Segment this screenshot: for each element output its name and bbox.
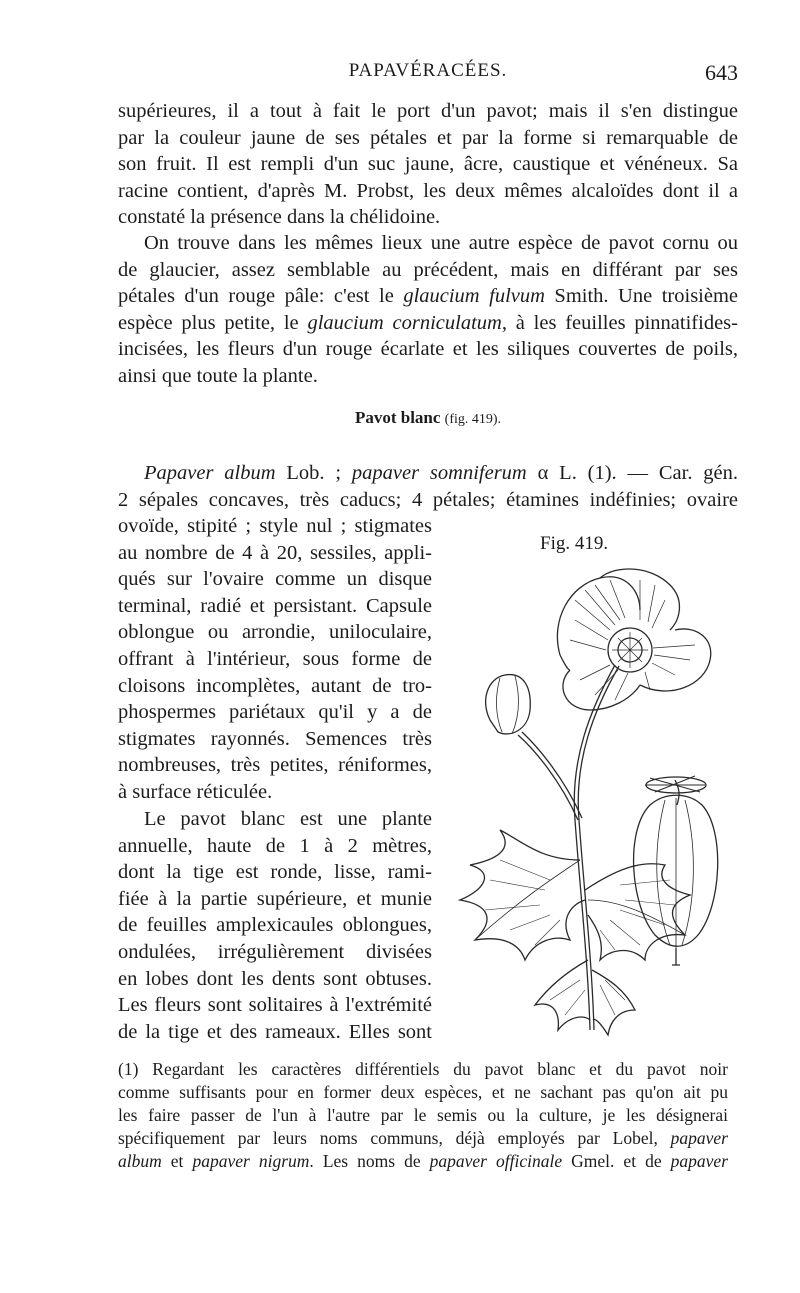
text-line: qués sur l'ovaire comme un disque [118, 568, 432, 591]
species-name: papaver officinale [429, 1151, 563, 1171]
species-name: glaucium fulvum [403, 285, 545, 308]
text-line: ovoïde, stipité ; style nul ; stigmates [118, 515, 432, 537]
species-name: papaver [670, 1128, 728, 1148]
section-title [118, 408, 738, 428]
species-name: glaucium corniculatum [307, 311, 502, 334]
text-line: stigmates rayonnés. Semences très [118, 727, 432, 750]
species-name: papaver [670, 1151, 729, 1171]
running-title: PAPAVÉRACÉES. [348, 60, 508, 81]
text-line: Papaver album Lob. ; papaver somniferum α L. (1). — Car. gén. [144, 462, 739, 484]
text-line: ondulées, irrégulièrement divisées [118, 940, 432, 963]
species-name: papaver nigrum [192, 1151, 310, 1171]
footnote-line: les faire passer de l'un à l'autre par le semis ou la culture, je les désignerai [118, 1105, 728, 1125]
text-line: nombreuses, très petites, réniformes, [118, 754, 432, 777]
text-line: au nombre de 4 à 20, sessiles, appli- [118, 541, 432, 564]
text-line: en lobes dont les dents sont obtuses. [118, 967, 432, 990]
text-line: racine contient, d'après M. Probst, les deux mêmes alcaloïdes dont il a [118, 179, 738, 202]
text-line: fiée à la partie supérieure, et munie [118, 887, 432, 910]
page-number: 643 [705, 60, 738, 85]
figure-reference: (fig. 419). [444, 412, 502, 427]
species-name: papaver somniferum [351, 462, 527, 484]
footnote-line: spécifiquement par leurs noms communs, déjà employés par Lobel, papaver [118, 1128, 728, 1148]
species-name: album [118, 1151, 162, 1171]
text-line: de feuilles amplexicaules oblongues, [118, 914, 432, 937]
text-line: pétales d'un rouge pâle: c'est le glaucium fulvum Smith. Une troisième [118, 285, 739, 308]
text-line: Les fleurs sont solitaires à l'extrémité [118, 994, 432, 1017]
text-line: phospermes pariétaux qu'il y a de [118, 701, 432, 724]
text-line: 2 sépales concaves, très caducs; 4 pétales; étamines indéfinies; ovaire [118, 488, 738, 511]
paragraph-glaucium [118, 230, 738, 390]
text-line: par la couleur jaune de ses pétales et par la forme si remarquable de [118, 126, 738, 149]
text-line: cloisons incomplètes, autant de tro- [118, 674, 432, 697]
paragraph-continuation [118, 98, 738, 231]
text-line: son fruit. Il est rempli d'un suc jaune, âcre, caustique et vénéneux. Sa [118, 153, 738, 176]
column-description [118, 513, 432, 806]
text-line: Le pavot blanc est une plante [144, 808, 432, 830]
footnote-line: album et papaver nigrum. Les noms de papaver officinale Gmel. et de papaver [118, 1151, 729, 1171]
text-line: espèce plus petite, le glaucium corniculatum, à les feuilles pinnatifides- [118, 311, 738, 334]
text-line: dont la tige est ronde, lisse, rami- [118, 861, 432, 884]
text-line: incisées, les fleurs d'un rouge écarlate et les siliques couvertes de poils, [118, 338, 738, 361]
page-header [118, 60, 738, 90]
species-name: Papaver album [144, 462, 276, 484]
flower-bud [486, 675, 582, 820]
column-plant-description [118, 806, 432, 1045]
figure-label: Fig. 419. [540, 533, 609, 554]
seed-capsule [634, 776, 718, 965]
text-line: supérieures, il a tout à fait le port d'un pavot; mais il s'en distingue [118, 100, 738, 122]
main-stem [574, 665, 615, 1030]
text-line: à surface réticulée. [118, 780, 273, 803]
text-line: ainsi que toute la plante. [118, 364, 318, 387]
text-line: On trouve dans les mêmes lieux une autre espèce de pavot cornu ou [144, 232, 738, 254]
section-heading: Pavot blanc [354, 408, 441, 427]
text-line: oblongue ou arrondie, uniloculaire, [118, 621, 432, 644]
footnote-line: comme suffisants pour en former deux espèces, et ne sachant pas qu'on ait pu [118, 1082, 728, 1102]
leaves [460, 830, 690, 1035]
poppy-illustration [440, 560, 730, 1045]
footnote [118, 1058, 728, 1173]
generic-characters [118, 460, 738, 513]
text-line: offrant à l'intérieur, sous forme de [118, 647, 432, 670]
text-line: constaté la présence dans la chélidoine. [118, 206, 441, 229]
flower [557, 569, 710, 710]
text-line: terminal, radié et persistant. Capsule [118, 594, 432, 617]
text-line: de glaucier, assez semblable au précédent, mais en différant par ses [118, 258, 738, 281]
text-line: annuelle, haute de 1 à 2 mètres, [118, 834, 432, 857]
footnote-line: (1) Regardant les caractères différentiels du pavot blanc et du pavot noir [118, 1059, 728, 1079]
text-line: de la tige et des rameaux. Elles sont [118, 1020, 432, 1043]
